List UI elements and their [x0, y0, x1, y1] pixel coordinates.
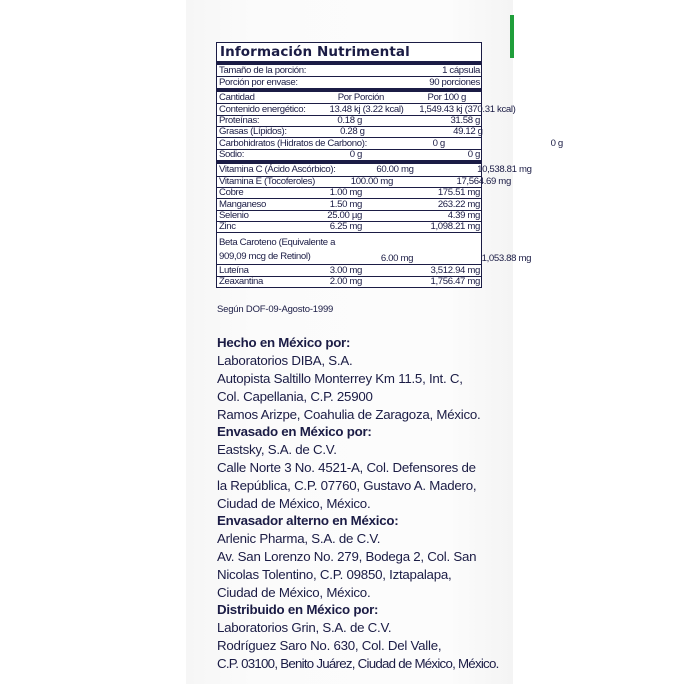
- table-header-row: Cantidad Por Porción Por 100 g: [219, 91, 466, 103]
- table-row: Sodio: 0 g 0 g: [219, 149, 480, 161]
- section-heading: Envasador alterno en México:: [217, 513, 399, 528]
- packager-section: Envasado en México por: Eastsky, S.A. de C.V. Calle Norte 3 No. 4521-A, Col. Defensores de la República, C.P. 07760, Gustavo A. Madero, Ciudad de México, México.: [217, 423, 517, 513]
- table-row: Manganeso 1.50 mg 263.22 mg: [219, 198, 480, 210]
- table-row: Contenido energético: 13.48 kj (3.22 kcal) 1,549.43 kj (370.31 kcal): [219, 103, 516, 115]
- table-row: Zeaxantina 2.00 mg 1,756.47 mg: [219, 276, 480, 288]
- regulation-footnote: Según DOF-09-Agosto-1999: [217, 304, 334, 315]
- table-row: Luteína 3.00 mg 3,512.94 mg: [219, 264, 480, 276]
- nutrition-facts-table: [216, 42, 563, 288]
- table-row: Proteínas: 0.18 g 31.58 g: [219, 114, 480, 126]
- label-line-1: Beta Caroteno (Equivalente a: [219, 236, 336, 248]
- serving-size-row: Tamaño de la porción: 1 cápsula: [219, 64, 480, 76]
- section-heading: Distribuido en México por:: [217, 602, 379, 617]
- label-line-2: 909,09 mcg de Retinol): [219, 250, 311, 262]
- table-row: Zinc 6.25 mg 1,098.21 mg: [219, 221, 480, 233]
- green-accent-stripe: [510, 15, 514, 58]
- servings-per-container-row: Porción por envase: 90 porciones: [219, 76, 480, 88]
- table-row: Beta Caroteno (Equivalente a 909,09 mcg de Retinol) 6.00 mg 1,053.88 mg: [217, 232, 481, 264]
- nutrition-title: Información Nutrimental: [220, 44, 410, 60]
- table-row: Carbohidratos (Hidratos de Carbono): 0 g 0 g: [219, 137, 563, 149]
- table-row: Cobre 1.00 mg 175.51 mg: [219, 187, 480, 199]
- alternate-packager-section: Envasador alterno en México: Arlenic Pharma, S.A. de C.V. Av. San Lorenzo No. 279, Bodega 2, Col. San Nicolas Tolentino, C.P. 09850, Iztapalapa, Ciudad de México, México.: [217, 512, 517, 602]
- manufacturer-section: Hecho en México por: Laboratorios DIBA, S.A. Autopista Saltillo Monterrey Km 11.5, Int. C, Col. Capellania, C.P. 25900 Ramos Arizpe, Coahulia de Zaragoza, México.: [217, 334, 517, 424]
- section-heading: Hecho en México por:: [217, 335, 351, 350]
- table-row: Vitamina E (Tocoferoles) 100.00 mg 17,564.69 mg: [219, 175, 511, 187]
- table-row: Selenio 25.00 µg 4.39 mg: [219, 210, 480, 222]
- table-row: Vitamina C (Ácido Ascórbico): 60.00 mg 10,538.81 mg: [219, 164, 532, 176]
- table-row: Grasas (Lípidos): 0.28 g 49.12 g: [219, 126, 483, 138]
- distributor-section: Distribuido en México por: Laboratorios Grin, S.A. de C.V. Rodríguez Saro No. 630, Col. Del Valle, C.P. 03100, Benito Juárez, Ciudad de México, México.: [217, 601, 517, 673]
- section-heading: Envasado en México por:: [217, 424, 372, 439]
